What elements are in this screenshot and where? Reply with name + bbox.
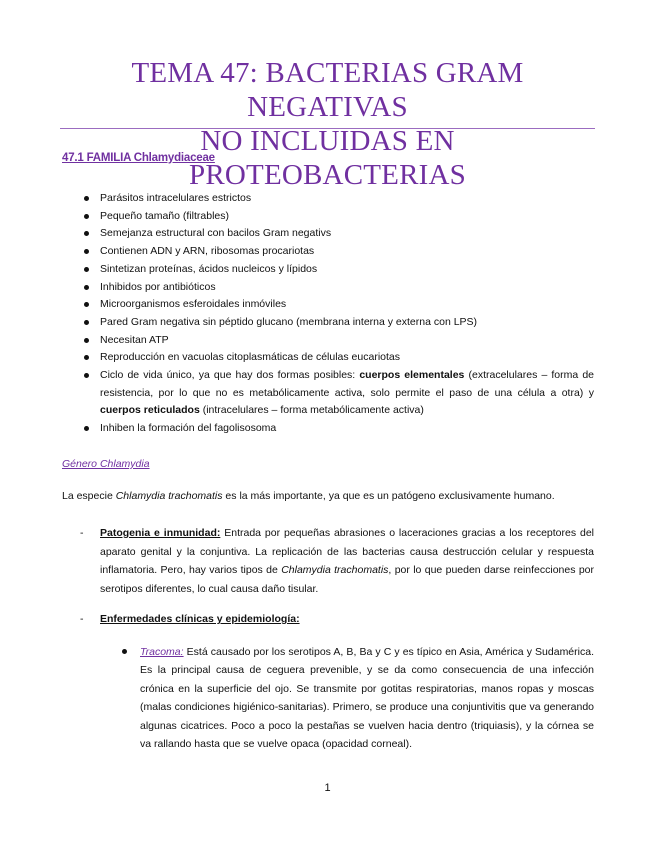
term-cuerpos-elementales: cuerpos elementales	[359, 369, 465, 382]
diseases-label: Enfermedades clínicas y epidemiología:	[100, 613, 300, 625]
pathogenesis-item: - Patogenia e inmunidad: Entrada por pequeñas abrasiones o laceraciones gracias a los receptores del aparato genital y la conjuntiva. La replicación de las bacterias causa destrucción celular y respuesta inflamatoria. Pero, hay varios tipos de Chlamydia trachomatis, por lo que pueden darse reinfecciones por serotipos diferentes, lo cual causa daño tisular.	[62, 524, 594, 598]
bullet-icon	[84, 231, 89, 236]
list-item-life-cycle: Ciclo de vida único, ya que hay dos formas posibles: cuerpos elementales (extracelulares – forma de resistencia, por lo que no es metabólicamente activa, solo permite el paso de una célula a otra) y cuerpos reticulados (intracelulares – forma metabólicamente activa)	[82, 367, 594, 420]
intro-paragraph: La especie Chlamydia trachomatis es la más importante, ya que es un patógeno exclusivamente humano.	[62, 490, 555, 502]
bullet-icon	[84, 426, 89, 431]
bullet-icon	[84, 338, 89, 343]
term-cuerpos-reticulados: cuerpos reticulados	[100, 404, 200, 417]
dash-marker: -	[80, 527, 84, 539]
bullet-icon	[84, 285, 89, 290]
bullet-icon	[84, 373, 89, 378]
list-item: Necesitan ATP	[82, 332, 594, 350]
list-item: Contienen ADN y ARN, ribosomas procariotas	[82, 243, 594, 261]
list-item: Pared Gram negativa sin péptido glucano (membrana interna y externa con LPS)	[82, 314, 594, 332]
species-name: Chlamydia trachomatis	[115, 490, 223, 502]
list-item: Sintetizan proteínas, ácidos nucleicos y lípidos	[82, 261, 594, 279]
page-number: 1	[324, 782, 331, 794]
title-line-1: TEMA 47: BACTERIAS GRAM NEGATIVAS	[131, 57, 524, 123]
bullet-icon	[122, 649, 127, 654]
pathogenesis-label: Patogenia e inmunidad:	[100, 527, 221, 539]
list-item: Inhibidos por antibióticos	[82, 279, 594, 297]
bullet-icon	[84, 196, 89, 201]
list-item: Microorganismos esferoidales inmóviles	[82, 296, 594, 314]
bullet-icon	[84, 249, 89, 254]
bullet-icon	[84, 214, 89, 219]
section-heading: 47.1 FAMILIA Chlamydiaceae	[62, 152, 215, 164]
characteristics-list	[82, 190, 594, 438]
list-item: Inhiben la formación del fagolisosoma	[82, 420, 594, 438]
dash-marker: -	[80, 613, 84, 625]
list-item: Parásitos intracelulares estrictos	[82, 190, 594, 208]
title-line-2: NO INCLUIDAS EN PROTEOBACTERIAS	[189, 125, 466, 191]
bullet-icon	[84, 320, 89, 325]
list-item: Semejanza estructural con bacilos Gram negativs	[82, 225, 594, 243]
bullet-icon	[84, 302, 89, 307]
genus-heading: Género Chlamydia	[62, 458, 150, 470]
list-item: Pequeño tamaño (filtrables)	[82, 208, 594, 226]
tracoma-label: Tracoma:	[140, 646, 184, 658]
diseases-item	[62, 610, 594, 629]
bullet-icon	[84, 355, 89, 360]
species-name: Chlamydia trachomatis	[281, 564, 389, 576]
tracoma-item: Tracoma: Está causado por los serotipos A, B, Ba y C y es típico en Asia, América y Sudamérica. Es la principal causa de ceguera prevenible, y se da como consecuencia de una infección crónica en la superficie del ojo. Se transmite por gotitas respiratorias, manos ropas y moscas (malas condiciones higiénico-sanitarias). Primero, se produce una conjuntivitis que va generando algunas cicatrices. Poco a poco la pestañas se vuelven hacia dentro (triquiasis), y la córnea se va rallando hasta que se vuelve opaca (opacidad corneal).	[122, 643, 594, 753]
list-item: Reproducción en vacuolas citoplasmáticas de células eucariotas	[82, 349, 594, 367]
bullet-icon	[84, 267, 89, 272]
page-title	[60, 56, 595, 192]
title-divider	[60, 128, 595, 129]
